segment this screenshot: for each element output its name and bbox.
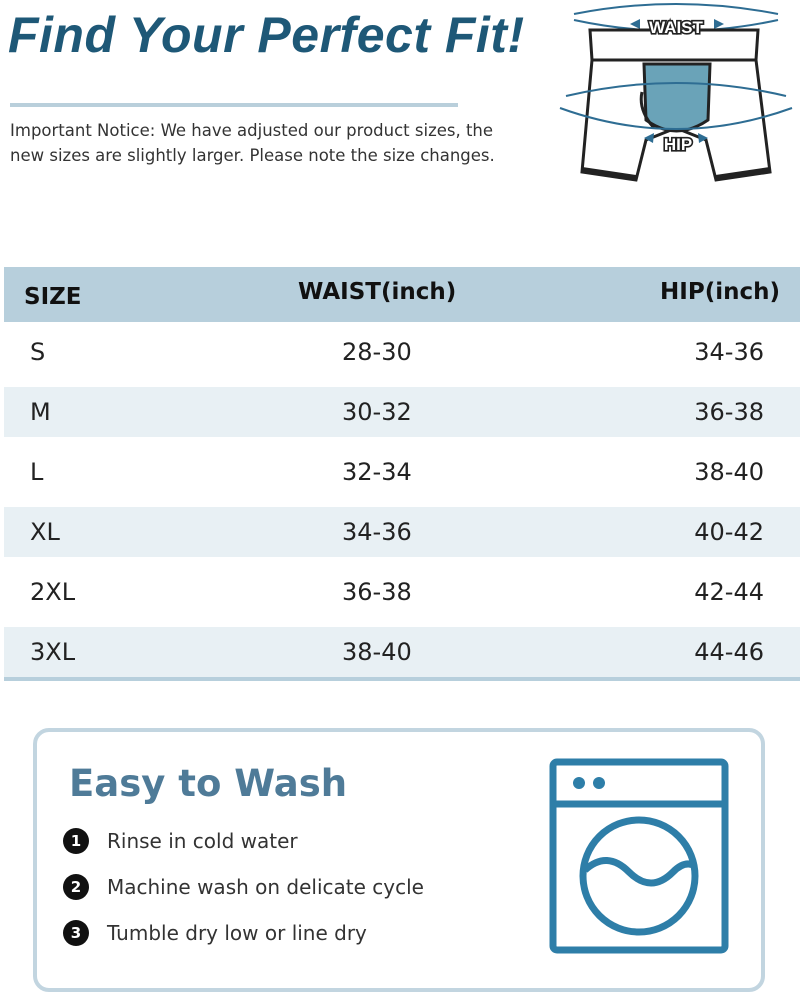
wash-step (63, 918, 367, 948)
table-row (4, 627, 800, 677)
cell-size: M (30, 398, 51, 426)
hip-label: HIP (663, 135, 693, 154)
waist-label: WAIST (649, 18, 703, 37)
cell-hip: 36-38 (694, 398, 764, 426)
step-number-badge: 3 (63, 920, 89, 946)
table-row (4, 322, 800, 382)
cell-waist: 38-40 (342, 638, 412, 666)
wash-step (63, 826, 298, 856)
wash-instructions-card (33, 728, 765, 992)
cell-size: S (30, 338, 46, 366)
cell-size: L (30, 458, 44, 486)
cell-hip: 38-40 (694, 458, 764, 486)
cell-hip: 42-44 (694, 578, 764, 606)
washer-water-wave (585, 860, 695, 883)
cell-size: 2XL (30, 578, 76, 606)
step-number-badge: 2 (63, 874, 89, 900)
washer-frame (553, 762, 725, 950)
cell-hip: 40-42 (694, 518, 764, 546)
washer-knob-2 (593, 777, 605, 789)
cell-size: 3XL (30, 638, 76, 666)
washer-knob-1 (573, 777, 585, 789)
cell-hip: 44-46 (694, 638, 764, 666)
header-size: SIZE (24, 284, 82, 310)
step-number-badge: 1 (63, 828, 89, 854)
header-waist: WAIST(inch) (298, 279, 457, 305)
size-notice (10, 118, 550, 168)
cell-waist: 36-38 (342, 578, 412, 606)
cell-waist: 30-32 (342, 398, 412, 426)
waist-arrowhead-left (630, 19, 640, 29)
front-pouch (644, 64, 710, 131)
cell-waist: 32-34 (342, 458, 412, 486)
cell-size: XL (30, 518, 60, 546)
waist-arrowhead-right (714, 19, 724, 29)
table-row (4, 442, 800, 502)
step-text: Rinse in cold water (107, 829, 298, 853)
table-row (4, 507, 800, 557)
waist-arrow-top (574, 4, 778, 14)
washing-machine-icon (549, 758, 729, 954)
cell-waist: 28-30 (342, 338, 412, 366)
table-row (4, 562, 800, 622)
size-chart-table (4, 267, 800, 681)
notice-line-1: Important Notice: We have adjusted our product sizes, the (10, 121, 494, 140)
boxer-measurement-illustration (552, 0, 801, 200)
table-header (4, 267, 800, 322)
step-text: Machine wash on delicate cycle (107, 875, 424, 899)
step-text: Tumble dry low or line dry (107, 921, 367, 945)
notice-line-2: new sizes are slightly larger. Please note the size changes. (10, 146, 495, 165)
wash-title: Easy to Wash (69, 762, 348, 805)
wash-step (63, 872, 424, 902)
cell-hip: 34-36 (694, 338, 764, 366)
cell-waist: 34-36 (342, 518, 412, 546)
header-hip: HIP(inch) (660, 279, 780, 305)
table-row (4, 387, 800, 437)
table-bottom-rule (4, 677, 800, 681)
page-title: Find Your Perfect Fit! (8, 7, 525, 63)
title-divider (10, 103, 458, 107)
